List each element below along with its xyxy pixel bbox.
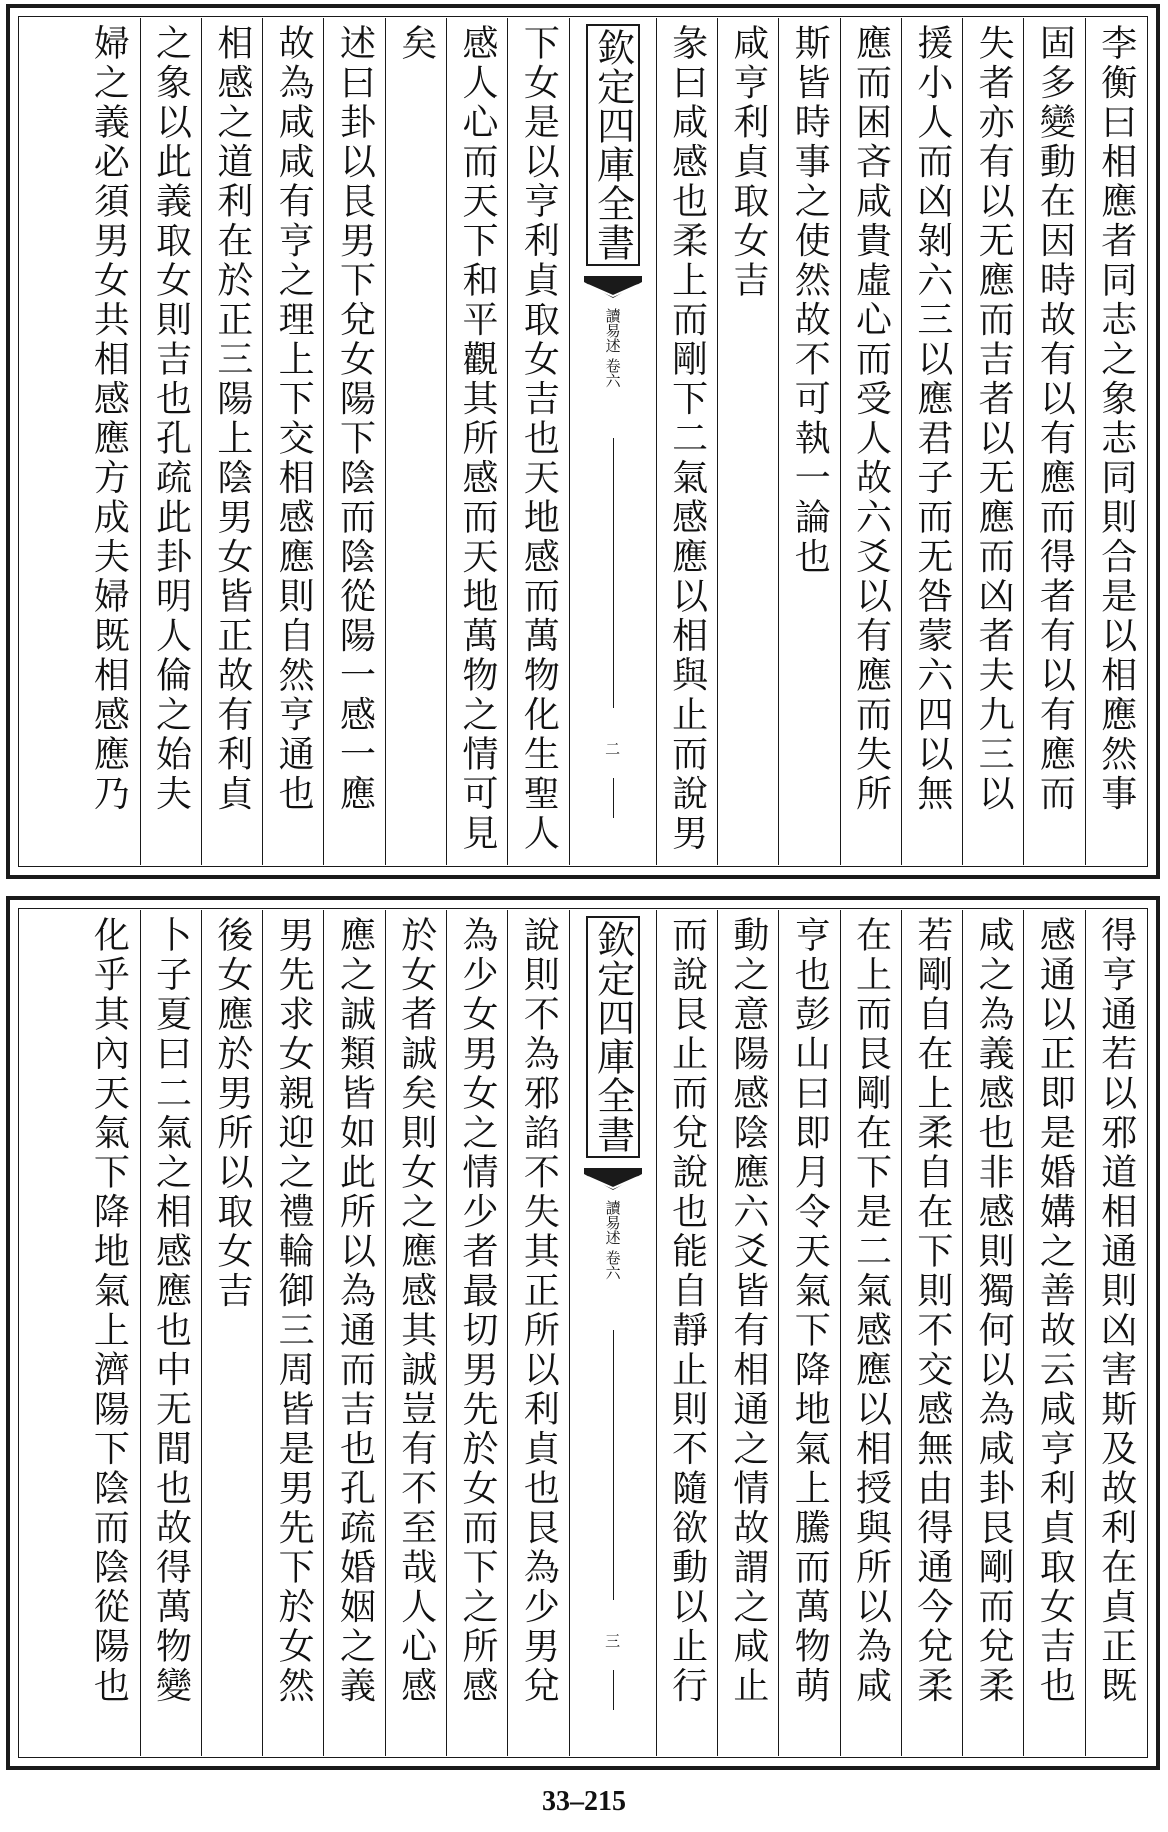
text-column	[507, 910, 568, 1756]
center-fold	[569, 910, 656, 1756]
text-column	[323, 18, 384, 865]
text-column	[1085, 18, 1146, 865]
column-text: 應之誠類皆如此所以為通而吉也孔疏婚姻之義	[334, 916, 376, 1706]
text-column	[323, 910, 384, 1756]
text-column	[1085, 910, 1146, 1756]
text-column	[717, 18, 778, 865]
text-column	[1023, 18, 1084, 865]
column-text: 得亨通若以邪道相通則凶害斯及故利在貞正既	[1095, 916, 1137, 1706]
column-text: 為少女男女之情少者最切男先於女而下之所感	[457, 916, 499, 1706]
volume-info: 讀易述 卷六	[603, 1200, 622, 1280]
volume-info: 讀易述 卷六	[603, 308, 622, 388]
column-text: 卜子夏曰二氣之相感應也中无間也故得萬物變	[150, 916, 192, 1706]
center-rule	[613, 778, 614, 818]
column-text: 咸亨利貞取女吉	[727, 24, 769, 301]
text-column	[446, 18, 507, 865]
column-text: 失者亦有以无應而吉者以无應而凶者夫九三以	[973, 24, 1015, 814]
column-text: 動之意陽感陰應六爻皆有相通之情故謂之咸止	[727, 916, 769, 1706]
text-column	[262, 18, 323, 865]
text-column	[1023, 910, 1084, 1756]
text-column	[901, 18, 962, 865]
column-text: 斯皆時事之使然故不可執一論也	[789, 24, 831, 577]
text-column	[78, 910, 139, 1756]
column-text: 下女是以亨利貞取女吉也天地感而萬物化生聖人	[518, 24, 560, 854]
text-column	[840, 910, 901, 1756]
column-text: 後女應於男所以取女吉	[211, 916, 253, 1311]
column-text: 矣	[395, 24, 437, 64]
column-text: 感通以正即是婚媾之善故云咸亨利貞取女吉也	[1034, 916, 1076, 1706]
center-rule	[613, 438, 614, 708]
text-columns	[20, 18, 1146, 865]
text-column	[201, 18, 262, 865]
text-column	[201, 910, 262, 1756]
top-page-panel	[6, 4, 1160, 879]
book-title: 欽定四庫全書	[586, 916, 640, 1158]
column-text: 援小人而凶剝六三以應君子而无咎蒙六四以無	[911, 24, 953, 814]
column-text: 感人心而天下和平觀其所感而天地萬物之情可見	[457, 24, 499, 854]
text-column	[446, 910, 507, 1756]
column-text: 彖曰咸感也柔上而剛下二氣感應以相與止而說男	[666, 24, 708, 854]
text-column	[507, 18, 568, 865]
column-text: 李衡曰相應者同志之象志同則合是以相應然事	[1095, 24, 1137, 814]
center-fold	[569, 18, 656, 865]
text-column	[901, 910, 962, 1756]
text-column	[78, 18, 139, 865]
column-text: 而說艮止而兌說也能自靜止則不隨欲動以止行	[666, 916, 708, 1706]
text-column	[140, 18, 201, 865]
bottom-page-panel	[6, 896, 1160, 1770]
center-rule	[613, 1670, 614, 1710]
center-rule	[613, 1330, 614, 1600]
text-column	[962, 910, 1023, 1756]
leaf-number: 二	[605, 740, 621, 758]
text-column	[262, 910, 323, 1756]
text-column	[778, 910, 839, 1756]
column-text: 述曰卦以艮男下兌女陽下陰而陰從陽一感一應	[334, 24, 376, 814]
column-text: 若剛自在上柔自在下則不交感無由得通今兌柔	[911, 916, 953, 1706]
column-text: 之象以此義取女則吉也孔疏此卦明人倫之始夫	[150, 24, 192, 814]
column-text: 亨也彭山曰即月令天氣下降地氣上騰而萬物萌	[789, 916, 831, 1706]
text-column	[385, 18, 446, 865]
column-text: 應而困吝咸貴虛心而受人故六爻以有應而失所	[850, 24, 892, 814]
fish-tail-mark-icon	[584, 1168, 642, 1190]
leaf-number: 三	[605, 1632, 621, 1650]
page-number: 33–215	[542, 1786, 626, 1817]
column-text: 化乎其內天氣下降地氣上濟陽下陰而陰從陽也	[88, 916, 130, 1706]
text-column	[656, 18, 717, 865]
column-text: 說則不為邪諂不失其正所以利貞也艮為少男兌	[518, 916, 560, 1706]
text-column	[385, 910, 446, 1756]
column-text: 咸之為義感也非感則獨何以為咸卦艮剛而兌柔	[973, 916, 1015, 1706]
column-text: 男先求女親迎之禮輪御三周皆是男先下於女然	[273, 916, 315, 1706]
text-column	[778, 18, 839, 865]
text-columns	[20, 910, 1146, 1756]
text-column	[962, 18, 1023, 865]
column-text: 故為咸咸有亨之理上下交相感應則自然亨通也	[273, 24, 315, 814]
column-text: 於女者誠矣則女之應感其誠豈有不至哉人心感	[395, 916, 437, 1706]
fish-tail-mark-icon	[584, 276, 642, 298]
text-column	[840, 18, 901, 865]
column-text: 婦之義必須男女共相感應方成夫婦既相感應乃	[88, 24, 130, 814]
book-title: 欽定四庫全書	[586, 24, 640, 266]
text-column	[717, 910, 778, 1756]
column-text: 在上而艮剛在下是二氣感應以相授與所以為咸	[850, 916, 892, 1706]
text-column	[140, 910, 201, 1756]
text-column	[656, 910, 717, 1756]
column-text: 固多變動在因時故有以有應而得者有以有應而	[1034, 24, 1076, 814]
column-text: 相感之道利在於正三陽上陰男女皆正故有利貞	[211, 24, 253, 814]
